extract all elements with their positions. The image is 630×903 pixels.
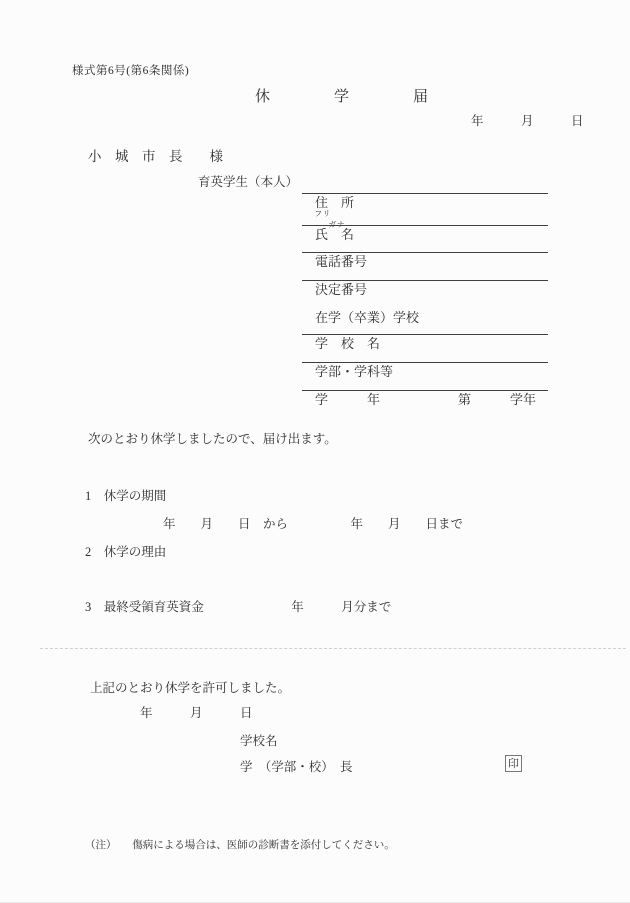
field-decision-number: [302, 263, 548, 297]
item-1-period-dates: 年 月 日 から 年 月 日まで: [163, 517, 464, 531]
applicant-label: 育英学生（本人）: [198, 175, 299, 189]
furigana-gana: ガナ: [328, 220, 346, 229]
approval-principal-label: 学 （学部・校） 長: [240, 760, 353, 774]
field-grade-label: 学 年 第 学年: [315, 392, 537, 407]
item-1-period-heading: 1 休学の期間: [85, 489, 167, 503]
field-address-label: 住 所: [315, 195, 355, 210]
furigana-furi: フリ: [314, 209, 332, 218]
form-title: 休学届: [255, 89, 493, 105]
item-2-reason-heading: 2 休学の理由: [85, 545, 167, 559]
recipient-mayor: 小 城 市 長 様: [88, 149, 223, 164]
seal-placeholder: 印: [505, 755, 522, 772]
field-name: [302, 208, 548, 242]
form-number: 様式第6号(第6条関係): [72, 65, 190, 77]
field-decision-number-label: 決定番号: [315, 282, 368, 297]
field-school-name: [302, 317, 548, 351]
approval-date-line: 年 月 日: [140, 706, 253, 720]
approval-statement: 上記のとおり休学を許可しました。: [90, 681, 291, 695]
item-3-last-stipend: 3 最終受領育英資金 年 月分まで: [85, 600, 392, 614]
field-phone-label: 電話番号: [315, 254, 368, 269]
field-department: [302, 345, 548, 379]
approval-school-name-label: 学校名: [240, 734, 278, 748]
field-school-section-label: 在学（卒業）学校: [315, 310, 420, 325]
notification-statement: 次のとおり休学しましたので、届け出ます。: [88, 432, 337, 446]
date-line-top: 年 月 日: [471, 114, 584, 128]
field-address: [302, 176, 548, 210]
field-name-label: 氏 名: [315, 227, 355, 242]
field-phone: [302, 235, 548, 269]
field-school-name-label: 学 校 名: [315, 336, 381, 351]
field-department-label: 学部・学科等: [315, 364, 394, 379]
field-grade: [302, 373, 548, 407]
footnote: （注） 傷病による場合は、医師の診断書を添付してください。: [85, 840, 395, 851]
field-school-section: [302, 291, 548, 325]
cut-separator-line: [40, 648, 626, 649]
